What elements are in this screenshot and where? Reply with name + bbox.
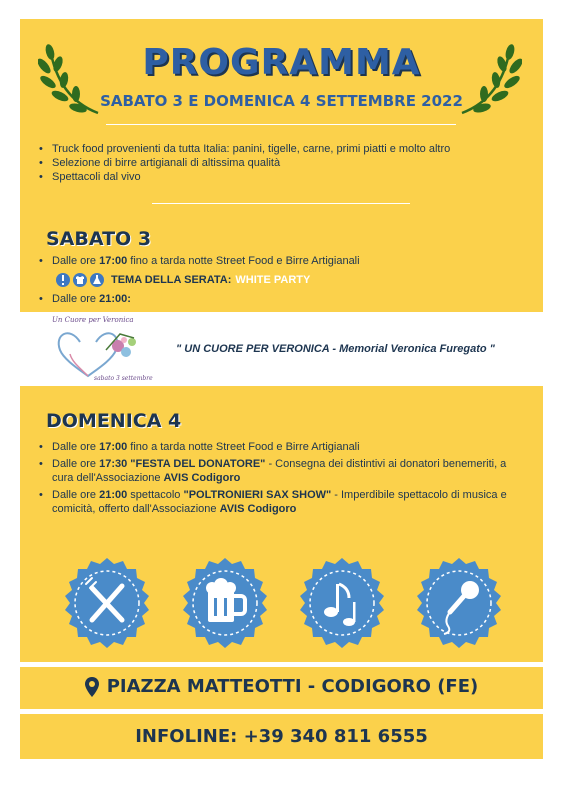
list-item (36, 440, 526, 454)
item-time: 17:30 (99, 458, 128, 470)
item-text: fino a tarda notte Street Food e Birre Artigianali (127, 255, 360, 267)
item-bold: AVIS Codigoro (219, 503, 297, 515)
tema-label: TEMA DELLA SERATA: (111, 274, 232, 286)
list-item (36, 254, 516, 268)
item-time: 17:00 (99, 255, 128, 267)
tshirt-icon (73, 273, 87, 287)
music-note-icon (297, 558, 387, 648)
item-bold: AVIS Codigoro (163, 472, 241, 484)
sabato-list (36, 254, 516, 268)
item-bold: "FESTA DEL DONATORE" (130, 458, 266, 470)
item-text: Dalle ore (52, 293, 100, 305)
domenica-list (36, 440, 526, 519)
microphone-icon (414, 558, 504, 648)
intro-list (36, 142, 516, 184)
list-item: • Selezione di birre artigianali di altissima qualità (36, 156, 516, 170)
item-time: 21:00 (99, 489, 128, 501)
list-item (36, 292, 516, 306)
item-text: Dalle ore (52, 458, 100, 470)
item-text: Dalle ore (52, 489, 100, 501)
beer-mug-icon (180, 558, 270, 648)
memorial-logo (50, 312, 160, 382)
item-text: - Imperdibile spettacolo di musica e comicità, offerto dall'Associazione (52, 489, 507, 515)
tema-value: WHITE PARTY (235, 274, 311, 286)
item-time: 17:00 (99, 441, 128, 453)
dress-icon (90, 273, 104, 287)
item-text: : (127, 293, 131, 305)
exclamation-icon (56, 273, 70, 287)
memorial-title: " UN CUORE PER VERONICA - Memorial Veronica Furegato " (176, 343, 495, 355)
infoline-text: INFOLINE: +39 340 811 6555 (135, 726, 428, 747)
map-pin-icon (85, 677, 99, 697)
item-text: fino a tarda notte Street Food e Birre Artigianali (127, 441, 360, 453)
location-line (0, 676, 563, 697)
item-text: spettacolo (127, 489, 184, 501)
list-item (36, 457, 526, 485)
domenica-heading: DOMENICA 4 (46, 410, 182, 432)
tema-row (56, 272, 310, 288)
list-item: • Truck food provenienti da tutta Italia: panini, tigelle, carne, primi piatti e molto altro (36, 142, 516, 156)
location-text: PIAZZA MATTEOTTI - CODIGORO (FE) (106, 676, 479, 697)
list-item: • Spettacoli dal vivo (36, 170, 516, 184)
item-text: - Consegna dei distintivi ai donatori benemeriti, a cura dell'Associazione (52, 458, 507, 484)
item-text: Dalle ore (52, 255, 100, 267)
event-dates: SABATO 3 E DOMENICA 4 SETTEMBRE 2022 (100, 92, 463, 110)
item-bold: "POLTRONIERI SAX SHOW" (183, 489, 332, 501)
logo-text: Un Cuore per Veronica (52, 316, 134, 324)
logo-date: sabato 3 settembre (94, 375, 153, 382)
sabato-heading: SABATO 3 (46, 228, 152, 250)
item-time: 21:00 (99, 293, 128, 305)
divider (106, 124, 456, 125)
sabato-list-2 (36, 292, 516, 306)
page-title: PROGRAMMA (142, 42, 421, 83)
fork-knife-icon (62, 558, 152, 648)
list-item (36, 488, 526, 516)
item-text: Dalle ore (52, 441, 100, 453)
divider (152, 203, 410, 204)
